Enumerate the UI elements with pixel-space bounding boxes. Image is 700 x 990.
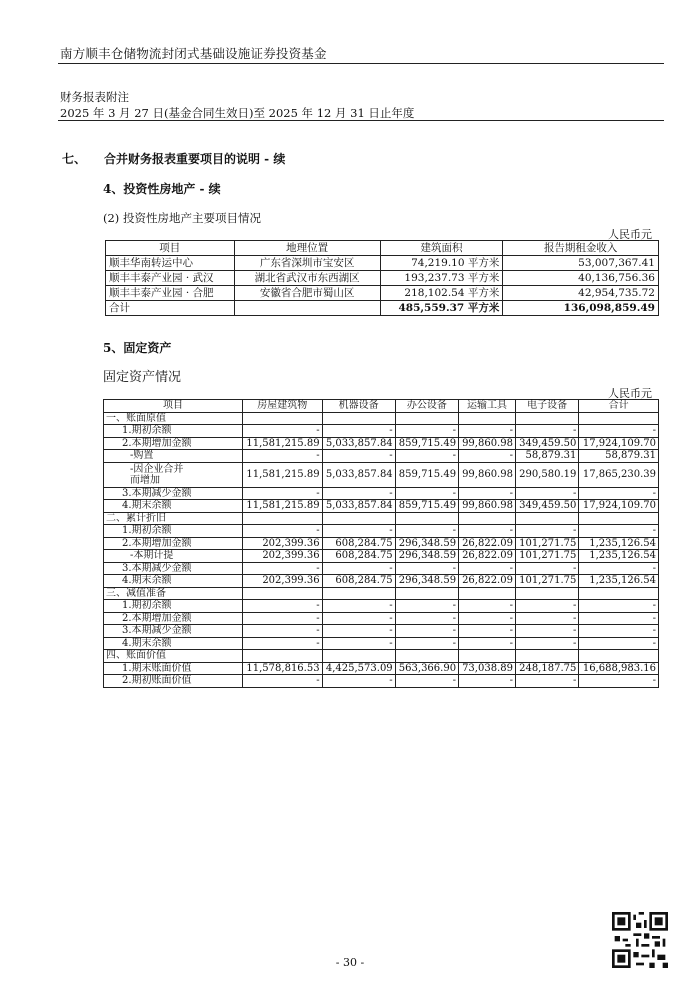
cell: - [243, 450, 323, 463]
cell: - [515, 425, 578, 438]
col-header: 办公设备 [395, 400, 458, 413]
cell: 349,459.50 [515, 500, 578, 513]
cell: - [322, 675, 395, 688]
cell: - [395, 637, 458, 650]
row-label: 1.期初余额 [104, 425, 243, 438]
cell: 101,271.75 [515, 550, 578, 563]
cell [459, 512, 516, 525]
cell: 248,187.75 [515, 662, 578, 675]
cell: 99,860.98 [459, 500, 516, 513]
cell: 安徽省合肥市蜀山区 [234, 286, 380, 301]
period-rule [58, 120, 664, 121]
cell: - [459, 625, 516, 638]
cell: - [459, 612, 516, 625]
col-header: 地理位置 [234, 241, 380, 256]
table-row [104, 537, 659, 550]
fixed-assets-table [103, 399, 659, 688]
fa-unit: 人民币元 [608, 387, 652, 400]
section-heading [62, 150, 285, 167]
table-row [104, 487, 659, 500]
cell: 11,578,816.53 [243, 662, 323, 675]
table-row [104, 500, 659, 513]
cell [322, 587, 395, 600]
cell: 202,399.36 [243, 537, 323, 550]
cell: 58,879.31 [515, 450, 578, 463]
row-label: 4.期末余额 [104, 637, 243, 650]
cell: - [243, 612, 323, 625]
cell: 1,235,126.54 [579, 537, 659, 550]
table-row [104, 662, 659, 675]
cell: - [579, 612, 659, 625]
cell: 74,219.10 平方米 [380, 256, 503, 271]
cell: - [395, 625, 458, 638]
cell [322, 650, 395, 663]
cell: 296,348.59 [395, 550, 458, 563]
table-row [106, 256, 659, 271]
cell: 1,235,126.54 [579, 575, 659, 588]
cell: - [243, 425, 323, 438]
col-header: 机器设备 [322, 400, 395, 413]
cell: - [579, 600, 659, 613]
cell: 73,038.89 [459, 662, 516, 675]
section-title: 合并财务报表重要项目的说明 - 续 [104, 152, 286, 166]
row-label: -本期计提 [104, 550, 243, 563]
row-label: 4.期末余额 [104, 500, 243, 513]
cell: - [459, 562, 516, 575]
cell: 99,860.98 [459, 437, 516, 450]
cell: - [322, 562, 395, 575]
cell [243, 412, 323, 425]
cell: - [459, 675, 516, 688]
cell [579, 650, 659, 663]
row-label: 1.期初余额 [104, 600, 243, 613]
cell [243, 587, 323, 600]
cell: 11,581,215.89 [243, 500, 323, 513]
table-row [104, 425, 659, 438]
cell: 218,102.54 平方米 [380, 286, 503, 301]
col-header: 合计 [579, 400, 659, 413]
cell [322, 512, 395, 525]
cell: 101,271.75 [515, 575, 578, 588]
cell: - [243, 675, 323, 688]
cell: - [515, 600, 578, 613]
cell: 26,822.09 [459, 537, 516, 550]
cell: 99,860.98 [459, 462, 516, 487]
row-label: 一、账面原值 [104, 412, 243, 425]
row-label: 四、账面价值 [104, 650, 243, 663]
cell: - [395, 675, 458, 688]
cell: 广东省深圳市宝安区 [234, 256, 380, 271]
cell: - [322, 425, 395, 438]
cell: 26,822.09 [459, 550, 516, 563]
cell: - [579, 562, 659, 575]
table-row [106, 271, 659, 286]
investment-property-table [105, 240, 659, 316]
cell: - [322, 487, 395, 500]
row-label: -因企业合并 而增加 [104, 462, 243, 487]
col-header: 运输工具 [459, 400, 516, 413]
cell: - [243, 625, 323, 638]
row-label: 3.本期减少金额 [104, 625, 243, 638]
table-header-row [104, 400, 659, 413]
cell: 290,580.19 [515, 462, 578, 487]
cell [579, 412, 659, 425]
cell: 53,007,367.41 [503, 256, 659, 271]
cell: 合计 [106, 301, 235, 316]
cell: 608,284.75 [322, 550, 395, 563]
cell [243, 512, 323, 525]
cell: 17,924,109.70 [579, 500, 659, 513]
table-row [104, 612, 659, 625]
ip-unit: 人民币元 [608, 228, 652, 241]
cell: - [243, 600, 323, 613]
reporting-period: 2025 年 3 月 27 日(基金合同生效日)至 2025 年 12 月 31 日止年度 [60, 106, 415, 120]
cell: 11,581,215.89 [243, 437, 323, 450]
cell: 11,581,215.89 [243, 462, 323, 487]
cell: 136,098,859.49 [503, 301, 659, 316]
row-label: 4.期末余额 [104, 575, 243, 588]
cell [515, 512, 578, 525]
cell: - [515, 562, 578, 575]
cell: 17,924,109.70 [579, 437, 659, 450]
header-rule [58, 63, 664, 64]
row-label: 2.本期增加金额 [104, 437, 243, 450]
cell: - [579, 625, 659, 638]
cell: 608,284.75 [322, 575, 395, 588]
cell: - [395, 525, 458, 538]
table-row [104, 637, 659, 650]
cell: 42,954,735.72 [503, 286, 659, 301]
notes-title: 财务报表附注 [60, 90, 129, 104]
cell: 193,237.73 平方米 [380, 271, 503, 286]
table-row [104, 625, 659, 638]
cell: 5,033,857.84 [322, 437, 395, 450]
cell: - [515, 525, 578, 538]
cell: - [395, 487, 458, 500]
cell: - [459, 600, 516, 613]
cell [395, 587, 458, 600]
cell: 58,879.31 [579, 450, 659, 463]
cell: - [243, 562, 323, 575]
cell: - [579, 675, 659, 688]
cell [459, 650, 516, 663]
cell: 5,033,857.84 [322, 462, 395, 487]
table-row [104, 412, 659, 425]
cell [579, 587, 659, 600]
fixed-assets-title: 固定资产情况 [103, 370, 182, 385]
col-header: 项目 [104, 400, 243, 413]
cell: 顺丰丰泰产业园 · 武汉 [106, 271, 235, 286]
table-row [104, 650, 659, 663]
cell: - [515, 625, 578, 638]
table-row [104, 550, 659, 563]
cell [459, 412, 516, 425]
row-label: 1.期初余额 [104, 525, 243, 538]
cell: - [579, 637, 659, 650]
cell [243, 650, 323, 663]
fund-name: 南方顺丰仓储物流封闭式基础设施证券投资基金 [60, 46, 327, 61]
row-label: 三、减值准备 [104, 587, 243, 600]
cell: 202,399.36 [243, 575, 323, 588]
cell [459, 587, 516, 600]
cell: - [459, 425, 516, 438]
cell: 17,865,230.39 [579, 462, 659, 487]
cell: - [243, 487, 323, 500]
cell: 859,715.49 [395, 500, 458, 513]
cell: 4,425,573.09 [322, 662, 395, 675]
cell: 485,559.37 平方米 [380, 301, 503, 316]
cell: - [243, 637, 323, 650]
cell [515, 650, 578, 663]
cell: 26,822.09 [459, 575, 516, 588]
cell [579, 512, 659, 525]
cell [395, 650, 458, 663]
cell: - [515, 612, 578, 625]
table-header-row [106, 241, 659, 256]
cell: 1,235,126.54 [579, 550, 659, 563]
cell: 顺丰华南转运中心 [106, 256, 235, 271]
table-row [104, 437, 659, 450]
cell [395, 412, 458, 425]
row-label: 2.本期增加金额 [104, 612, 243, 625]
table-row [104, 512, 659, 525]
table-row [104, 450, 659, 463]
section-number: 七、 [62, 152, 87, 166]
table-row [104, 462, 659, 487]
cell: 608,284.75 [322, 537, 395, 550]
row-label: 1.期末账面价值 [104, 662, 243, 675]
cell: - [322, 525, 395, 538]
cell: - [579, 525, 659, 538]
cell [515, 412, 578, 425]
cell: 101,271.75 [515, 537, 578, 550]
row-label: 2.期初账面价值 [104, 675, 243, 688]
cell: - [459, 450, 516, 463]
cell: 16,688,983.16 [579, 662, 659, 675]
cell: - [459, 525, 516, 538]
cell: - [395, 600, 458, 613]
row-label: 3.本期减少金额 [104, 487, 243, 500]
cell [515, 587, 578, 600]
cell: 40,136,756.36 [503, 271, 659, 286]
cell: - [322, 612, 395, 625]
item4-heading: 4、投资性房地产 - 续 [103, 182, 221, 196]
cell: 349,459.50 [515, 437, 578, 450]
col-header: 房屋建筑物 [243, 400, 323, 413]
table-row [104, 575, 659, 588]
cell: - [579, 487, 659, 500]
cell: - [515, 637, 578, 650]
col-header: 项目 [106, 241, 235, 256]
cell: 563,366.90 [395, 662, 458, 675]
cell: - [395, 562, 458, 575]
cell [322, 412, 395, 425]
cell [395, 512, 458, 525]
col-header: 建筑面积 [380, 241, 503, 256]
cell: - [395, 612, 458, 625]
row-label: 3.本期减少金额 [104, 562, 243, 575]
table-row [104, 600, 659, 613]
total-row [106, 301, 659, 316]
cell: 859,715.49 [395, 462, 458, 487]
cell: - [579, 425, 659, 438]
item4-subheading: (2) 投资性房地产主要项目情况 [103, 211, 261, 225]
row-label: -购置 [104, 450, 243, 463]
cell: 859,715.49 [395, 437, 458, 450]
cell [234, 301, 380, 316]
cell: 顺丰丰泰产业园 · 合肥 [106, 286, 235, 301]
cell: - [515, 675, 578, 688]
col-header: 电子设备 [515, 400, 578, 413]
cell: - [322, 600, 395, 613]
cell: 296,348.59 [395, 537, 458, 550]
cell: - [459, 637, 516, 650]
table-row [104, 587, 659, 600]
row-label: 二、累计折旧 [104, 512, 243, 525]
cell: 296,348.59 [395, 575, 458, 588]
cell: - [395, 425, 458, 438]
col-header: 报告期租金收入 [503, 241, 659, 256]
table-row [104, 675, 659, 688]
table-row [106, 286, 659, 301]
cell: 5,033,857.84 [322, 500, 395, 513]
cell: 202,399.36 [243, 550, 323, 563]
cell: - [243, 525, 323, 538]
table-row [104, 525, 659, 538]
cell: - [322, 637, 395, 650]
cell: - [395, 450, 458, 463]
cell: - [322, 625, 395, 638]
page-number: - 30 - [335, 956, 365, 969]
table-row [104, 562, 659, 575]
cell: - [459, 487, 516, 500]
cell: 湖北省武汉市东西湖区 [234, 271, 380, 286]
item5-heading: 5、固定资产 [103, 341, 172, 355]
row-label: 2.本期增加金额 [104, 537, 243, 550]
cell: - [515, 487, 578, 500]
cell: - [322, 450, 395, 463]
